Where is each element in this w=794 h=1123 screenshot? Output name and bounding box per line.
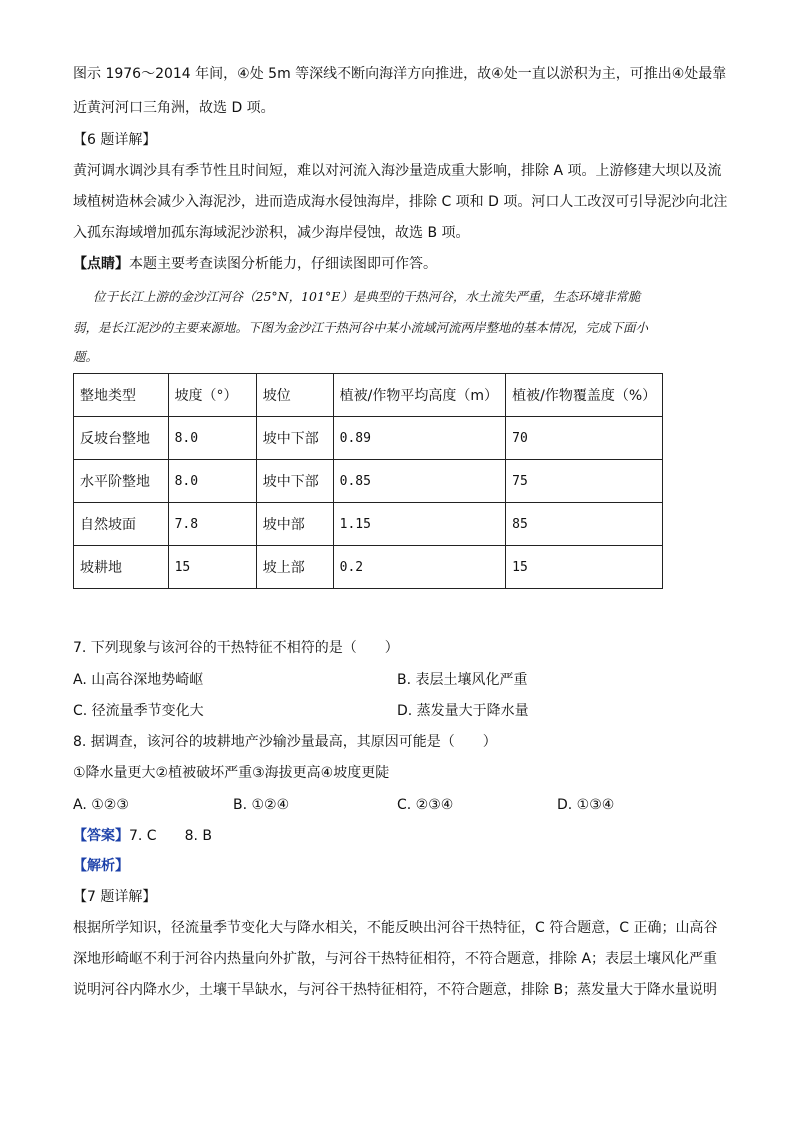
table-row <box>74 503 663 546</box>
table-cell: 坡上部 <box>256 546 333 589</box>
explanation-line: 说明河谷内降水少，土壤干旱缺水，与河谷干热特征相符，不符合题意，排除 B；蒸发量大于降水量说明 <box>73 982 718 998</box>
q7-option-d: D. 蒸发量大于降水量 <box>397 703 529 719</box>
table-header: 坡度（°） <box>168 374 256 417</box>
table-cell: 坡中下部 <box>256 460 333 503</box>
table-cell: 85 <box>506 503 663 546</box>
answer-tag: 【答案】 <box>73 828 129 844</box>
explanation-line: 深地形崎岖不利于河谷内热量向外扩散，与河谷干热特征相符，不符合题意，排除 A；表层土壤风化严重 <box>73 951 718 967</box>
section-heading-q6: 【6 题详解】 <box>73 132 157 148</box>
question-8-stem: 8. 据调查，该河谷的坡耕地产沙输沙量最高，其原因可能是（ ） <box>73 734 497 750</box>
tip-tag: 【点睛】 <box>73 256 129 272</box>
table-cell: 0.2 <box>333 546 506 589</box>
answer-line <box>73 825 723 847</box>
explanation-line: 图示 1976～2014 年间，④处 5m 等深线不断向海洋方向推进，故④处一直以淤积为主，可推出④处最靠 <box>73 66 727 82</box>
table-cell: 15 <box>168 546 256 589</box>
table-cell: 反坡台整地 <box>74 417 169 460</box>
q7-option-a: A. 山高谷深地势崎岖 <box>73 672 204 688</box>
explanation-line: 黄河调水调沙具有季节性且时间短，难以对河流入海沙量造成重大影响，排除 A 项。上游修建大坝以及流 <box>73 163 722 179</box>
table-cell: 8.0 <box>168 417 256 460</box>
table-header: 植被/作物平均高度（m） <box>333 374 506 417</box>
question-8-items: ①降水量更大②植被破坏严重③海拔更高④坡度更陡 <box>73 765 390 781</box>
intro-line: 弱，是长江泥沙的主要来源地。下图为金沙江干热河谷中某小流域河流两岸整地的基本情况，完成下面小 <box>73 320 649 335</box>
q8-option-b: B. ①②④ <box>233 797 290 813</box>
table-cell: 70 <box>506 417 663 460</box>
answer-text: 7. C 8. B <box>129 828 212 844</box>
table-header: 植被/作物覆盖度（%） <box>506 374 663 417</box>
q7-option-c: C. 径流量季节变化大 <box>73 703 204 719</box>
tip-text: 本题主要考查读图分析能力，仔细读图即可作答。 <box>129 256 437 272</box>
table-cell: 8.0 <box>168 460 256 503</box>
q8-option-c: C. ②③④ <box>397 797 454 813</box>
table-cell: 75 <box>506 460 663 503</box>
table-cell: 15 <box>506 546 663 589</box>
table-row <box>74 460 663 503</box>
table-cell: 自然坡面 <box>74 503 169 546</box>
table-row <box>74 417 663 460</box>
table-cell: 1.15 <box>333 503 506 546</box>
table-cell: 0.85 <box>333 460 506 503</box>
table-cell: 坡中部 <box>256 503 333 546</box>
table-header-row <box>74 374 663 417</box>
explanation-line: 域植树造林会减少入海泥沙，进而造成海水侵蚀海岸，排除 C 项和 D 项。河口人工改汊可引导泥沙向北注 <box>73 194 728 210</box>
intro-line: 题。 <box>73 349 99 364</box>
table-row <box>74 546 663 589</box>
land-preparation-table <box>73 373 663 589</box>
table-cell: 坡耕地 <box>74 546 169 589</box>
intro-line: 位于长江上游的金沙江河谷（25°N，101°E）是典型的干热河谷，水土流失严重，生态环境非常脆 <box>93 289 641 304</box>
section-heading-q7: 【7 题详解】 <box>73 889 157 905</box>
table-cell: 7.8 <box>168 503 256 546</box>
table-cell: 水平阶整地 <box>74 460 169 503</box>
q8-option-a: A. ①②③ <box>73 797 129 813</box>
table-cell: 0.89 <box>333 417 506 460</box>
table-cell: 坡中下部 <box>256 417 333 460</box>
table-header: 坡位 <box>256 374 333 417</box>
explanation-line: 近黄河河口三角洲，故选 D 项。 <box>73 100 275 116</box>
table-header: 整地类型 <box>74 374 169 417</box>
tip-line <box>73 253 723 275</box>
question-7-stem: 7. 下列现象与该河谷的干热特征不相符的是（ ） <box>73 640 399 656</box>
q7-option-b: B. 表层土壤风化严重 <box>397 672 528 688</box>
explanation-line: 根据所学知识，径流量季节变化大与降水相关，不能反映出河谷干热特征，C 符合题意，C 正确；山高谷 <box>73 920 718 936</box>
explanation-line: 入孤东海域增加孤东海域泥沙淤积，减少海岸侵蚀，故选 B 项。 <box>73 225 470 241</box>
q8-option-d: D. ①③④ <box>557 797 615 813</box>
analysis-tag: 【解析】 <box>73 858 129 874</box>
